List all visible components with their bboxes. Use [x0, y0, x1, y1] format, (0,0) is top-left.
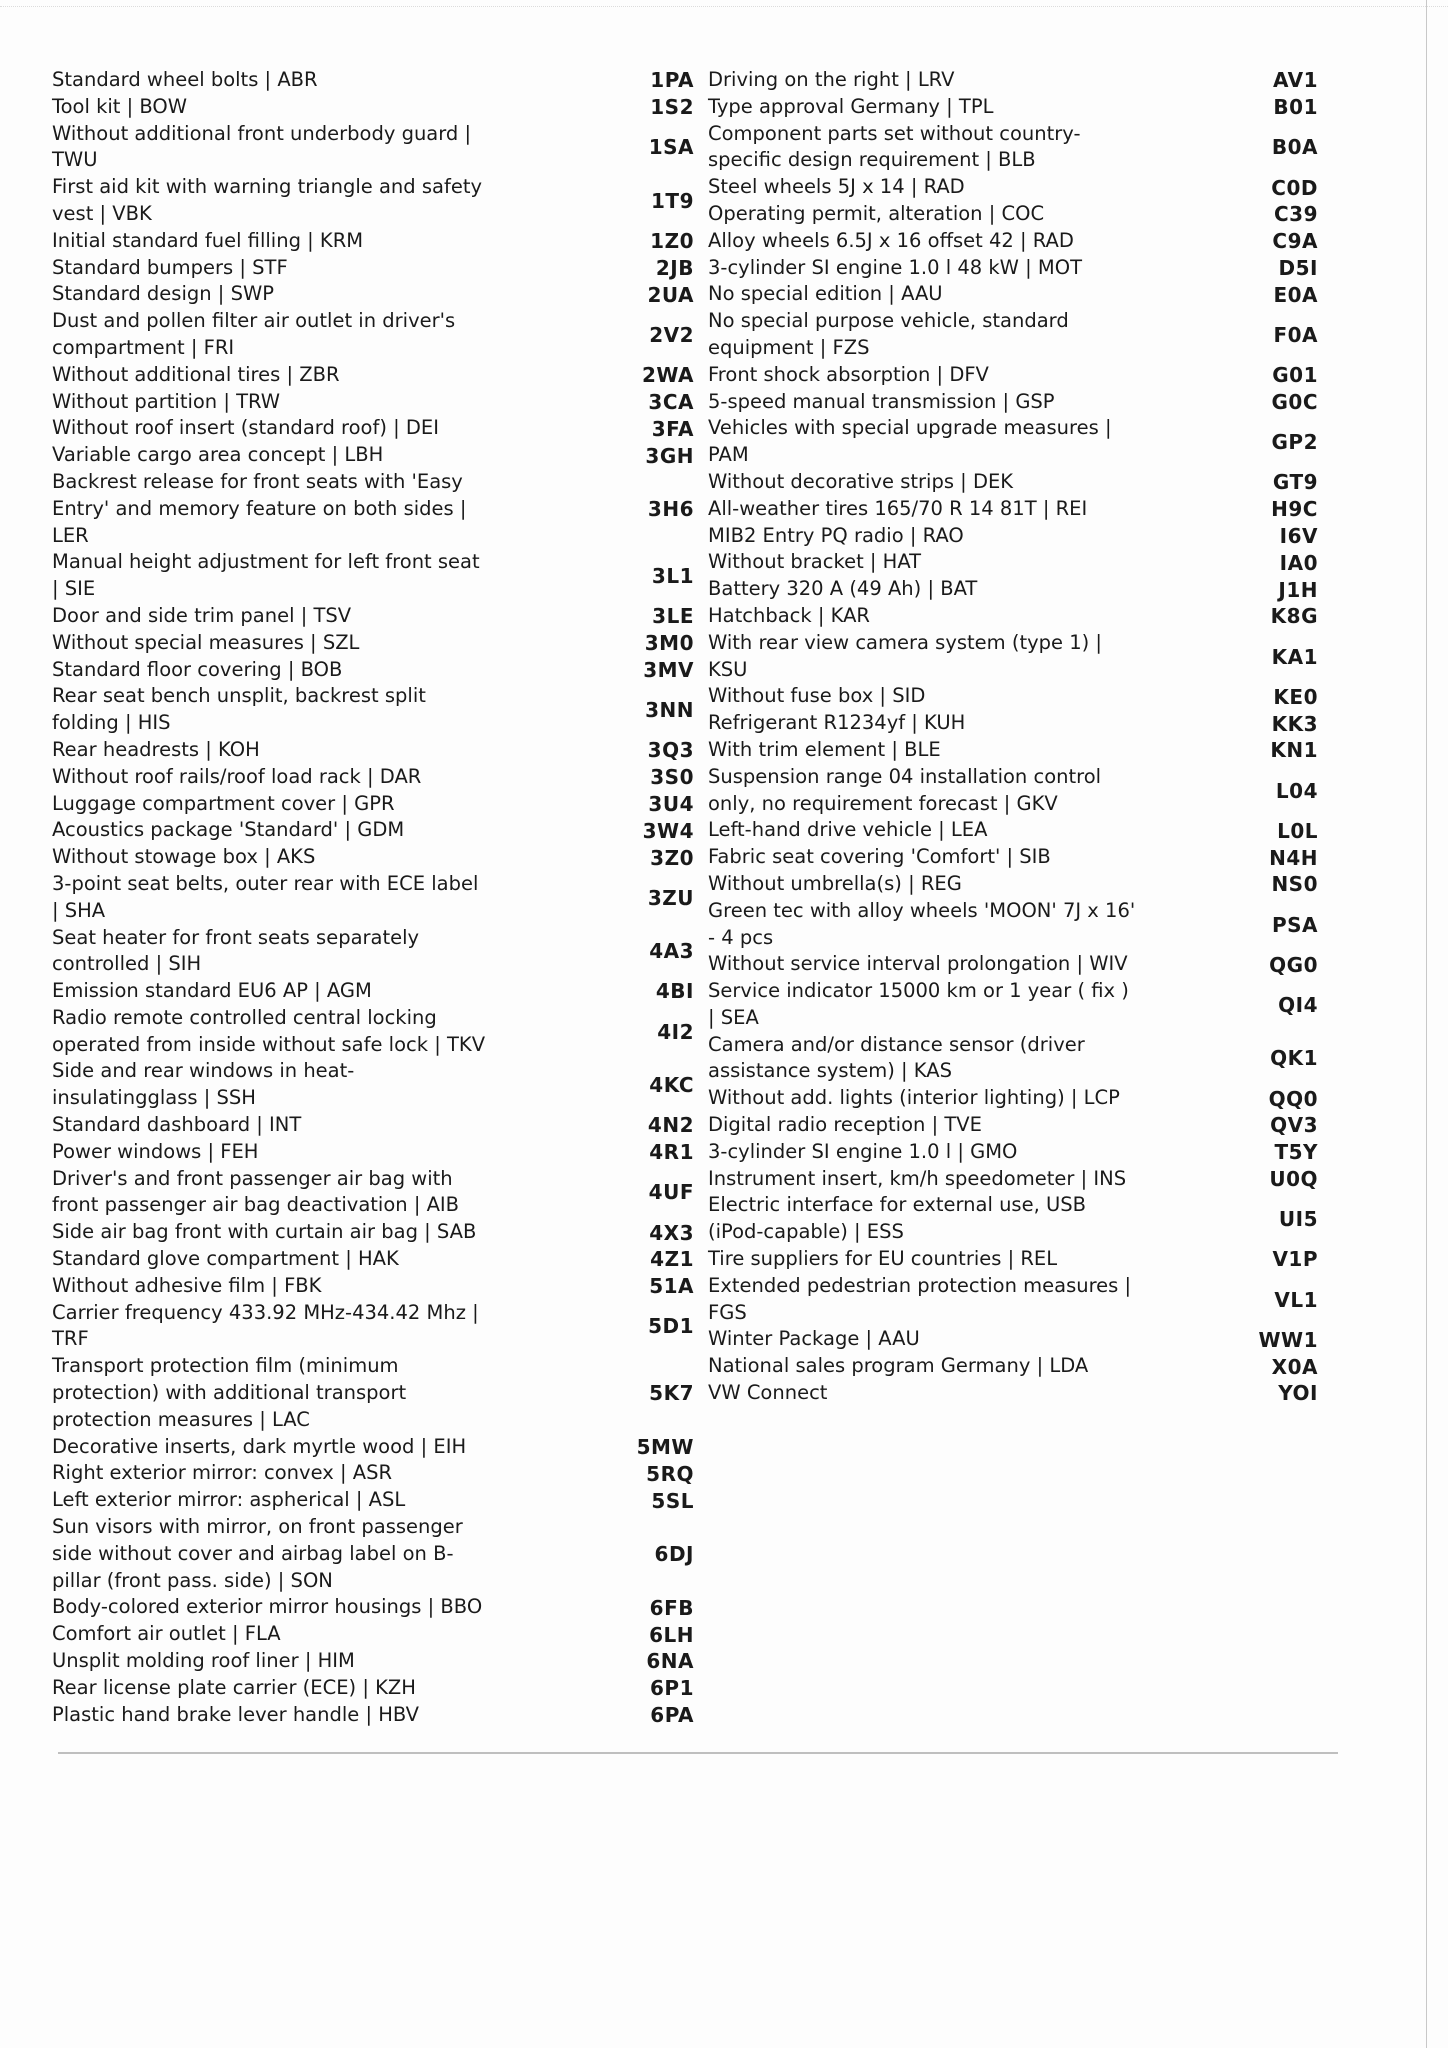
- equipment-row: [708, 898, 1344, 952]
- equipment-description: Instrument insert, km/h speedometer | INS: [708, 1166, 1127, 1190]
- equipment-code: 2WA: [641, 363, 694, 388]
- equipment-row: [708, 1166, 1344, 1193]
- equipment-description: VW Connect: [708, 1381, 828, 1405]
- equipment-description: Without roof rails/roof load rack | DAR: [52, 764, 422, 788]
- equipment-description: Green tec with alloy wheels 'MOON' 7J x 16' - 4 pcs: [708, 898, 1136, 949]
- equipment-description: Side and rear windows in heat- insulatingglass | SSH: [52, 1059, 355, 1110]
- equipment-code: N4H: [1269, 845, 1318, 870]
- equipment-row: [52, 469, 702, 549]
- equipment-code: 3ZU: [647, 885, 694, 910]
- equipment-code: X0A: [1271, 1354, 1318, 1379]
- equipment-description: Without decorative strips | DEK: [708, 469, 1014, 493]
- equipment-row: [708, 764, 1344, 818]
- equipment-code: 3FA: [651, 416, 694, 441]
- equipment-code: NS0: [1271, 872, 1318, 897]
- equipment-row: [52, 308, 702, 362]
- equipment-row: [52, 1005, 702, 1059]
- equipment-description: Without stowage box | AKS: [52, 845, 316, 869]
- equipment-row: [52, 281, 702, 308]
- equipment-description: Radio remote controlled central locking operated from inside without safe lock | TKV: [52, 1005, 486, 1056]
- equipment-row: [708, 737, 1344, 764]
- equipment-description: Transport protection film (minimum protection) with additional transport protection measures | LAC: [52, 1354, 407, 1431]
- equipment-code: T5Y: [1274, 1140, 1318, 1165]
- equipment-row: [708, 281, 1344, 308]
- equipment-row: [52, 362, 702, 389]
- equipment-row: [52, 925, 702, 979]
- equipment-description: Refrigerant R1234yf | KUH: [708, 711, 966, 735]
- equipment-code: 3NN: [645, 698, 694, 723]
- equipment-code: 6P1: [650, 1676, 694, 1701]
- equipment-description: Battery 320 A (49 Ah) | BAT: [708, 577, 978, 601]
- equipment-description: Service indicator 15000 km or 1 year ( fix ) | SEA: [708, 979, 1129, 1029]
- equipment-description: Hatchback | KAR: [708, 603, 870, 627]
- equipment-code: QG0: [1269, 952, 1318, 977]
- equipment-code: 3CA: [648, 389, 694, 414]
- equipment-code: 5D1: [648, 1314, 694, 1339]
- equipment-row: [52, 683, 702, 737]
- equipment-code: 4Z1: [650, 1247, 694, 1272]
- equipment-row: [708, 308, 1344, 362]
- equipment-code: 3Z0: [650, 845, 694, 870]
- equipment-code: PSA: [1271, 912, 1318, 937]
- equipment-row: [52, 121, 702, 175]
- equipment-row: [52, 1112, 702, 1139]
- equipment-row: [52, 657, 702, 684]
- equipment-description: Right exterior mirror: convex | ASR: [52, 1461, 392, 1485]
- equipment-row: [708, 496, 1344, 523]
- equipment-code: QQ0: [1268, 1086, 1318, 1111]
- equipment-row: [708, 683, 1344, 710]
- equipment-description: Driving on the right | LRV: [708, 68, 955, 91]
- equipment-description: Camera and/or distance sensor (driver assistance system) | KAS: [708, 1032, 1085, 1083]
- equipment-description: Body-colored exterior mirror housings | BBO: [52, 1595, 483, 1619]
- equipment-description: 3-cylinder SI engine 1.0 l 48 kW | MOT: [708, 255, 1082, 279]
- equipment-list-right: [708, 67, 1344, 1407]
- equipment-code: KK3: [1271, 711, 1318, 736]
- equipment-row: [52, 737, 702, 764]
- equipment-row: [52, 1166, 702, 1220]
- equipment-row: [52, 549, 702, 603]
- equipment-row: [52, 389, 702, 416]
- equipment-row: [708, 1085, 1344, 1112]
- equipment-row: [708, 415, 1344, 469]
- equipment-description: Without adhesive film | FBK: [52, 1273, 322, 1297]
- equipment-row: [708, 389, 1344, 416]
- equipment-code: C39: [1273, 202, 1318, 227]
- equipment-code: 1PA: [650, 68, 694, 93]
- equipment-description: Vehicles with special upgrade measures | PAM: [708, 416, 1112, 467]
- equipment-row: [52, 603, 702, 630]
- equipment-code: 1Z0: [650, 229, 694, 254]
- equipment-code: KN1: [1270, 738, 1318, 763]
- equipment-description: Sun visors with mirror, on front passenger side without cover and airbag label on B- pillar (front pass. side) | SON: [52, 1515, 463, 1592]
- equipment-row: [708, 1326, 1344, 1353]
- equipment-code: 51A: [649, 1274, 694, 1299]
- equipment-description: Without service interval prolongation | WIV: [708, 952, 1128, 976]
- equipment-description: No special edition | AAU: [708, 282, 943, 306]
- equipment-row: [708, 228, 1344, 255]
- equipment-code: 5SL: [651, 1488, 694, 1513]
- equipment-code: 6FB: [649, 1595, 694, 1620]
- equipment-description: Without special measures | SZL: [52, 630, 360, 654]
- equipment-description: Rear headrests | KOH: [52, 737, 260, 761]
- equipment-code: 2UA: [647, 282, 694, 307]
- equipment-row: [52, 1648, 702, 1675]
- equipment-description: Extended pedestrian protection measures | FGS: [708, 1273, 1132, 1324]
- equipment-row: [708, 1353, 1344, 1380]
- equipment-code: 1SA: [648, 135, 694, 160]
- equipment-code: 3U4: [648, 791, 694, 816]
- equipment-row: [708, 871, 1344, 898]
- equipment-description: Tire suppliers for EU countries | REL: [708, 1247, 1058, 1271]
- equipment-code: KA1: [1271, 644, 1318, 669]
- equipment-code: 4N2: [647, 1113, 694, 1138]
- equipment-row: [52, 1273, 702, 1300]
- equipment-description: Fabric seat covering 'Comfort' | SIB: [708, 845, 1051, 869]
- equipment-description: Power windows | FEH: [52, 1139, 259, 1163]
- equipment-row: [708, 549, 1344, 576]
- equipment-description: First aid kit with warning triangle and safety vest | VBK: [52, 175, 483, 225]
- equipment-description: Door and side trim panel | TSV: [52, 603, 352, 627]
- equipment-row: [708, 630, 1344, 684]
- equipment-code: WW1: [1258, 1327, 1318, 1352]
- equipment-code: VL1: [1274, 1287, 1318, 1312]
- equipment-code: 5MW: [636, 1435, 694, 1460]
- equipment-description: Digital radio reception | TVE: [708, 1113, 982, 1137]
- equipment-code: 1T9: [651, 188, 694, 213]
- equipment-description: All-weather tires 165/70 R 14 81T | REI: [708, 496, 1088, 520]
- equipment-description: Plastic hand brake lever handle | HBV: [52, 1702, 420, 1726]
- equipment-row: [52, 1219, 702, 1246]
- equipment-description: Rear license plate carrier (ECE) | KZH: [52, 1675, 416, 1699]
- equipment-code: 4A3: [649, 939, 694, 964]
- equipment-code: QK1: [1270, 1046, 1318, 1071]
- equipment-row: [708, 978, 1344, 1032]
- equipment-description: Without roof insert (standard roof) | DEI: [52, 416, 439, 440]
- equipment-description: Manual height adjustment for left front seat | SIE: [52, 550, 480, 601]
- equipment-description: Type approval Germany | TPL: [708, 94, 994, 118]
- equipment-row: [708, 603, 1344, 630]
- equipment-row: [708, 67, 1344, 94]
- equipment-description: Standard glove compartment | HAK: [52, 1247, 399, 1271]
- equipment-row: [708, 469, 1344, 496]
- equipment-description: Without umbrella(s) | REG: [708, 871, 962, 895]
- equipment-row: [708, 951, 1344, 978]
- equipment-description: Without additional tires | ZBR: [52, 362, 340, 386]
- equipment-description: Side air bag front with curtain air bag | SAB: [52, 1220, 477, 1244]
- equipment-code: 5K7: [649, 1381, 694, 1406]
- equipment-description: Acoustics package 'Standard' | GDM: [52, 818, 405, 842]
- equipment-description: Standard wheel bolts | ABR: [52, 68, 318, 91]
- equipment-row: [52, 817, 702, 844]
- equipment-code: YOI: [1278, 1381, 1318, 1406]
- equipment-description: Alloy wheels 6.5J x 16 offset 42 | RAD: [708, 228, 1074, 252]
- equipment-row: [52, 1594, 702, 1621]
- equipment-description: Component parts set without country- specific design requirement | BLB: [708, 121, 1081, 172]
- equipment-description: Emission standard EU6 AP | AGM: [52, 979, 372, 1003]
- equipment-row: [52, 1702, 702, 1729]
- equipment-code: G01: [1272, 363, 1318, 388]
- equipment-description: Comfort air outlet | FLA: [52, 1622, 281, 1646]
- equipment-code: C9A: [1272, 229, 1318, 254]
- equipment-row: [708, 1380, 1344, 1407]
- equipment-code: 4I2: [657, 1019, 694, 1044]
- equipment-row: [52, 1514, 702, 1594]
- equipment-description: Backrest release for front seats with 'Easy Entry' and memory feature on both sides | LER: [52, 469, 467, 547]
- equipment-code: 6PA: [650, 1703, 694, 1727]
- equipment-code: 6DJ: [654, 1542, 694, 1567]
- equipment-description: Seat heater for front seats separately controlled | SIH: [52, 925, 420, 976]
- equipment-description: Front shock absorption | DFV: [708, 362, 989, 386]
- equipment-code: QI4: [1278, 992, 1318, 1017]
- equipment-row: [708, 1192, 1344, 1246]
- equipment-code: 4KC: [649, 1073, 694, 1098]
- equipment-description: Initial standard fuel filling | KRM: [52, 228, 364, 252]
- equipment-description: Without fuse box | SID: [708, 684, 926, 708]
- equipment-row: [708, 174, 1344, 201]
- equipment-code: 6NA: [646, 1649, 694, 1674]
- equipment-description: Operating permit, alteration | COC: [708, 201, 1045, 225]
- equipment-code: C0D: [1271, 175, 1318, 200]
- equipment-code: 3MV: [643, 657, 694, 682]
- scan-edge-line: [1426, 0, 1427, 2048]
- equipment-row: [708, 94, 1344, 121]
- equipment-row: [52, 415, 702, 442]
- equipment-code: F0A: [1273, 322, 1318, 347]
- equipment-code: B01: [1273, 95, 1318, 120]
- equipment-row: [52, 174, 702, 228]
- equipment-description: Without additional front underbody guard | TWU: [52, 121, 472, 172]
- equipment-row: [708, 121, 1344, 175]
- equipment-description: Standard dashboard | INT: [52, 1113, 302, 1137]
- equipment-row: [52, 1460, 702, 1487]
- equipment-description: Standard floor covering | BOB: [52, 657, 343, 681]
- equipment-code: 2V2: [649, 322, 694, 347]
- equipment-code: K8G: [1270, 604, 1318, 629]
- equipment-code: 3M0: [644, 631, 694, 656]
- equipment-row: [708, 1139, 1344, 1166]
- equipment-description: Without bracket | HAT: [708, 550, 922, 574]
- equipment-code: I6V: [1279, 523, 1318, 548]
- equipment-description: 3-cylinder SI engine 1.0 l | GMO: [708, 1139, 1018, 1163]
- equipment-row: [52, 871, 702, 925]
- equipment-row: [52, 94, 702, 121]
- equipment-code: UI5: [1278, 1207, 1318, 1232]
- equipment-code: 3Q3: [647, 738, 694, 763]
- equipment-row: [52, 67, 702, 94]
- equipment-row: [52, 1058, 702, 1112]
- equipment-description: 3-point seat belts, outer rear with ECE label | SHA: [52, 871, 479, 922]
- equipment-row: [708, 201, 1344, 228]
- equipment-row: [52, 791, 702, 818]
- equipment-description: Left exterior mirror: aspherical | ASL: [52, 1488, 406, 1512]
- equipment-code: U0Q: [1269, 1167, 1318, 1192]
- equipment-code: 1S2: [650, 95, 694, 120]
- equipment-row: [52, 255, 702, 282]
- equipment-row: [708, 817, 1344, 844]
- equipment-row: [708, 1032, 1344, 1086]
- equipment-description: Without partition | TRW: [52, 389, 281, 413]
- scan-artifact-top: [0, 6, 1448, 7]
- equipment-row: [708, 1273, 1344, 1327]
- bottom-divider: [58, 1752, 1338, 1754]
- equipment-code: 6LH: [649, 1622, 694, 1647]
- equipment-description: MIB2 Entry PQ radio | RAO: [708, 523, 964, 547]
- equipment-description: Luggage compartment cover | GPR: [52, 791, 395, 815]
- equipment-code: GP2: [1271, 430, 1318, 455]
- equipment-description: Electric interface for external use, USB (iPod-capable) | ESS: [708, 1193, 1087, 1244]
- equipment-code: GT9: [1272, 470, 1318, 495]
- equipment-code: AV1: [1272, 68, 1318, 93]
- equipment-description: No special purpose vehicle, standard equipment | FZS: [708, 309, 1069, 359]
- equipment-row: [52, 1246, 702, 1273]
- equipment-description: With trim element | BLE: [708, 737, 941, 761]
- equipment-code: 3W4: [642, 818, 694, 843]
- equipment-row: [52, 978, 702, 1005]
- equipment-row: [52, 1300, 702, 1354]
- equipment-code: 3GH: [645, 443, 694, 468]
- equipment-description: Tool kit | BOW: [52, 94, 188, 118]
- equipment-row: [52, 442, 702, 469]
- equipment-row: [708, 362, 1344, 389]
- equipment-row: [52, 1434, 702, 1461]
- equipment-row: [708, 1246, 1344, 1273]
- equipment-description: Dust and pollen filter air outlet in driver's compartment | FRI: [52, 309, 456, 359]
- equipment-code: D5I: [1278, 255, 1318, 280]
- equipment-description: Suspension range 04 installation control only, no requirement forecast | GKV: [708, 764, 1102, 815]
- equipment-description: Driver's and front passenger air bag with front passenger air bag deactivation | AIB: [52, 1166, 460, 1217]
- equipment-description: 5-speed manual transmission | GSP: [708, 389, 1055, 413]
- equipment-row: [52, 1487, 702, 1514]
- equipment-row: [52, 630, 702, 657]
- equipment-code: KE0: [1273, 684, 1318, 709]
- equipment-description: Winter Package | AAU: [708, 1327, 920, 1351]
- equipment-description: Left-hand drive vehicle | LEA: [708, 818, 988, 842]
- equipment-code: V1P: [1272, 1247, 1318, 1272]
- equipment-code: E0A: [1273, 282, 1318, 307]
- equipment-code: H9C: [1271, 497, 1318, 522]
- equipment-code: B0A: [1271, 135, 1318, 160]
- equipment-description: Steel wheels 5J x 14 | RAD: [708, 175, 965, 199]
- equipment-code: L0L: [1277, 818, 1318, 843]
- equipment-row: [52, 1139, 702, 1166]
- equipment-description: Variable cargo area concept | LBH: [52, 443, 384, 467]
- equipment-description: Carrier frequency 433.92 MHz-434.42 Mhz | TRF: [52, 1300, 479, 1351]
- equipment-row: [52, 228, 702, 255]
- equipment-code: 4R1: [649, 1140, 694, 1165]
- equipment-code: J1H: [1278, 577, 1318, 602]
- equipment-row: [708, 255, 1344, 282]
- equipment-description: Unsplit molding roof liner | HIM: [52, 1649, 355, 1673]
- equipment-description: Rear seat bench unsplit, backrest split folding | HIS: [52, 684, 426, 735]
- equipment-row: [52, 764, 702, 791]
- equipment-code: 3L1: [651, 564, 694, 589]
- equipment-description: National sales program Germany | LDA: [708, 1354, 1089, 1378]
- equipment-description: With rear view camera system (type 1) | KSU: [708, 630, 1102, 681]
- equipment-code: 3LE: [652, 604, 694, 629]
- equipment-code: 3H6: [647, 497, 694, 522]
- equipment-description: Decorative inserts, dark myrtle wood | EIH: [52, 1434, 467, 1458]
- equipment-row: [708, 710, 1344, 737]
- equipment-row: [708, 844, 1344, 871]
- equipment-description: Standard design | SWP: [52, 282, 274, 306]
- equipment-list-left: [52, 67, 702, 1728]
- equipment-row: [52, 844, 702, 871]
- equipment-code: 4BI: [655, 979, 694, 1004]
- equipment-code: IA0: [1279, 550, 1318, 575]
- equipment-code: L04: [1275, 778, 1318, 803]
- equipment-description: Standard bumpers | STF: [52, 255, 288, 279]
- equipment-description: Without add. lights (interior lighting) | LCP: [708, 1086, 1120, 1110]
- equipment-row: [708, 1112, 1344, 1139]
- equipment-code: 3S0: [650, 765, 694, 790]
- equipment-code: 4UF: [648, 1180, 694, 1205]
- equipment-code: 2JB: [655, 255, 694, 280]
- equipment-row: [52, 1621, 702, 1648]
- equipment-code: 4X3: [649, 1220, 694, 1245]
- equipment-row: [52, 1353, 702, 1433]
- equipment-row: [708, 576, 1344, 603]
- equipment-row: [52, 1675, 702, 1702]
- equipment-row: [708, 523, 1344, 550]
- equipment-code: G0C: [1271, 389, 1318, 414]
- equipment-code: 5RQ: [646, 1461, 694, 1486]
- equipment-code: QV3: [1270, 1113, 1318, 1138]
